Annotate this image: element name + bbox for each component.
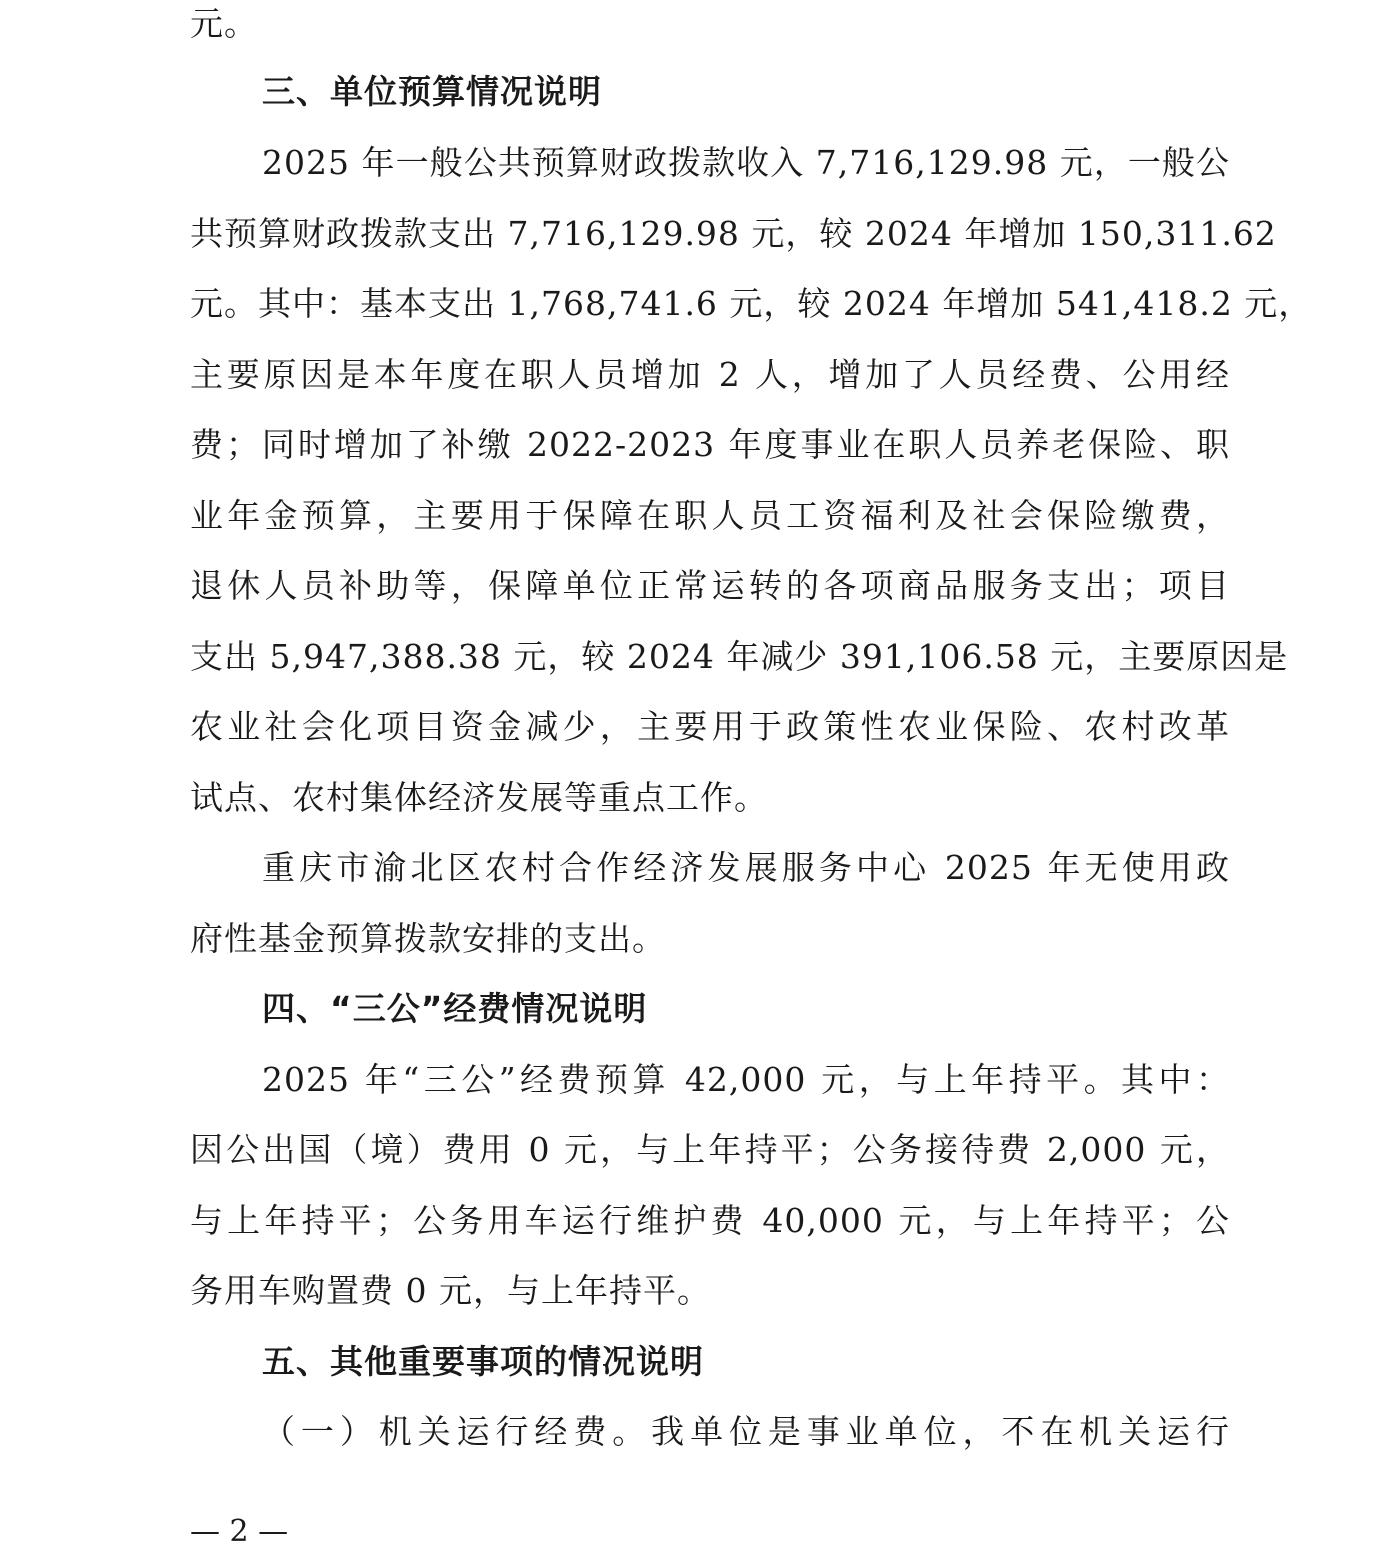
body-text-line: 府性基金预算拨款安排的支出。	[190, 919, 666, 958]
body-text-line: 退休人员补助等，保障单位正常运转的各项商品服务支出；项目	[190, 566, 1230, 605]
body-text-line: 主要原因是本年度在职人员增加 2 人，增加了人员经费、公用经	[190, 355, 1230, 394]
body-text-line: 费；同时增加了补缴 2022-2023 年度事业在职人员养老保险、职	[190, 425, 1230, 464]
body-text-line: 元。其中：基本支出 1,768,741.6 元，较 2024 年增加 541,418.2 元，	[190, 284, 1313, 323]
body-text-line: 2025 年一般公共预算财政拨款收入 7,716,129.98 元，一般公	[262, 143, 1230, 182]
body-text-line: 2025 年“三公”经费预算 42,000 元，与上年持平。其中：	[262, 1060, 1230, 1099]
body-text-line: 农业社会化项目资金减少，主要用于政策性农业保险、农村改革	[190, 707, 1230, 746]
body-text-line: 重庆市渝北区农村合作经济发展服务中心 2025 年无使用政	[262, 848, 1230, 887]
body-text-line: 试点、农村集体经济发展等重点工作。	[190, 778, 768, 817]
page-number: — 2 —	[190, 1514, 289, 1549]
body-text-line: 与上年持平；公务用车运行维护费 40,000 元，与上年持平；公	[190, 1201, 1230, 1240]
body-text-line: 务用车购置费 0 元，与上年持平。	[190, 1271, 711, 1310]
body-text-line: （一）机关运行经费。我单位是事业单位，不在机关运行	[262, 1412, 1230, 1451]
section-heading-4: 四、“三公”经费情况说明	[262, 989, 648, 1028]
body-text-line: 业年金预算，主要用于保障在职人员工资福利及社会保险缴费，	[190, 496, 1230, 535]
body-text-line: 支出 5,947,388.38 元，较 2024 年减少 391,106.58 元，主要原因是	[190, 637, 1289, 676]
section-heading-3: 三、单位预算情况说明	[262, 72, 602, 111]
body-text-line: 共预算财政拨款支出 7,716,129.98 元，较 2024 年增加 150,311.62	[190, 214, 1277, 253]
section-heading-5: 五、其他重要事项的情况说明	[262, 1342, 704, 1381]
body-text-line: 因公出国（境）费用 0 元，与上年持平；公务接待费 2,000 元，	[190, 1130, 1230, 1169]
body-text-line: 元。	[190, 4, 258, 43]
